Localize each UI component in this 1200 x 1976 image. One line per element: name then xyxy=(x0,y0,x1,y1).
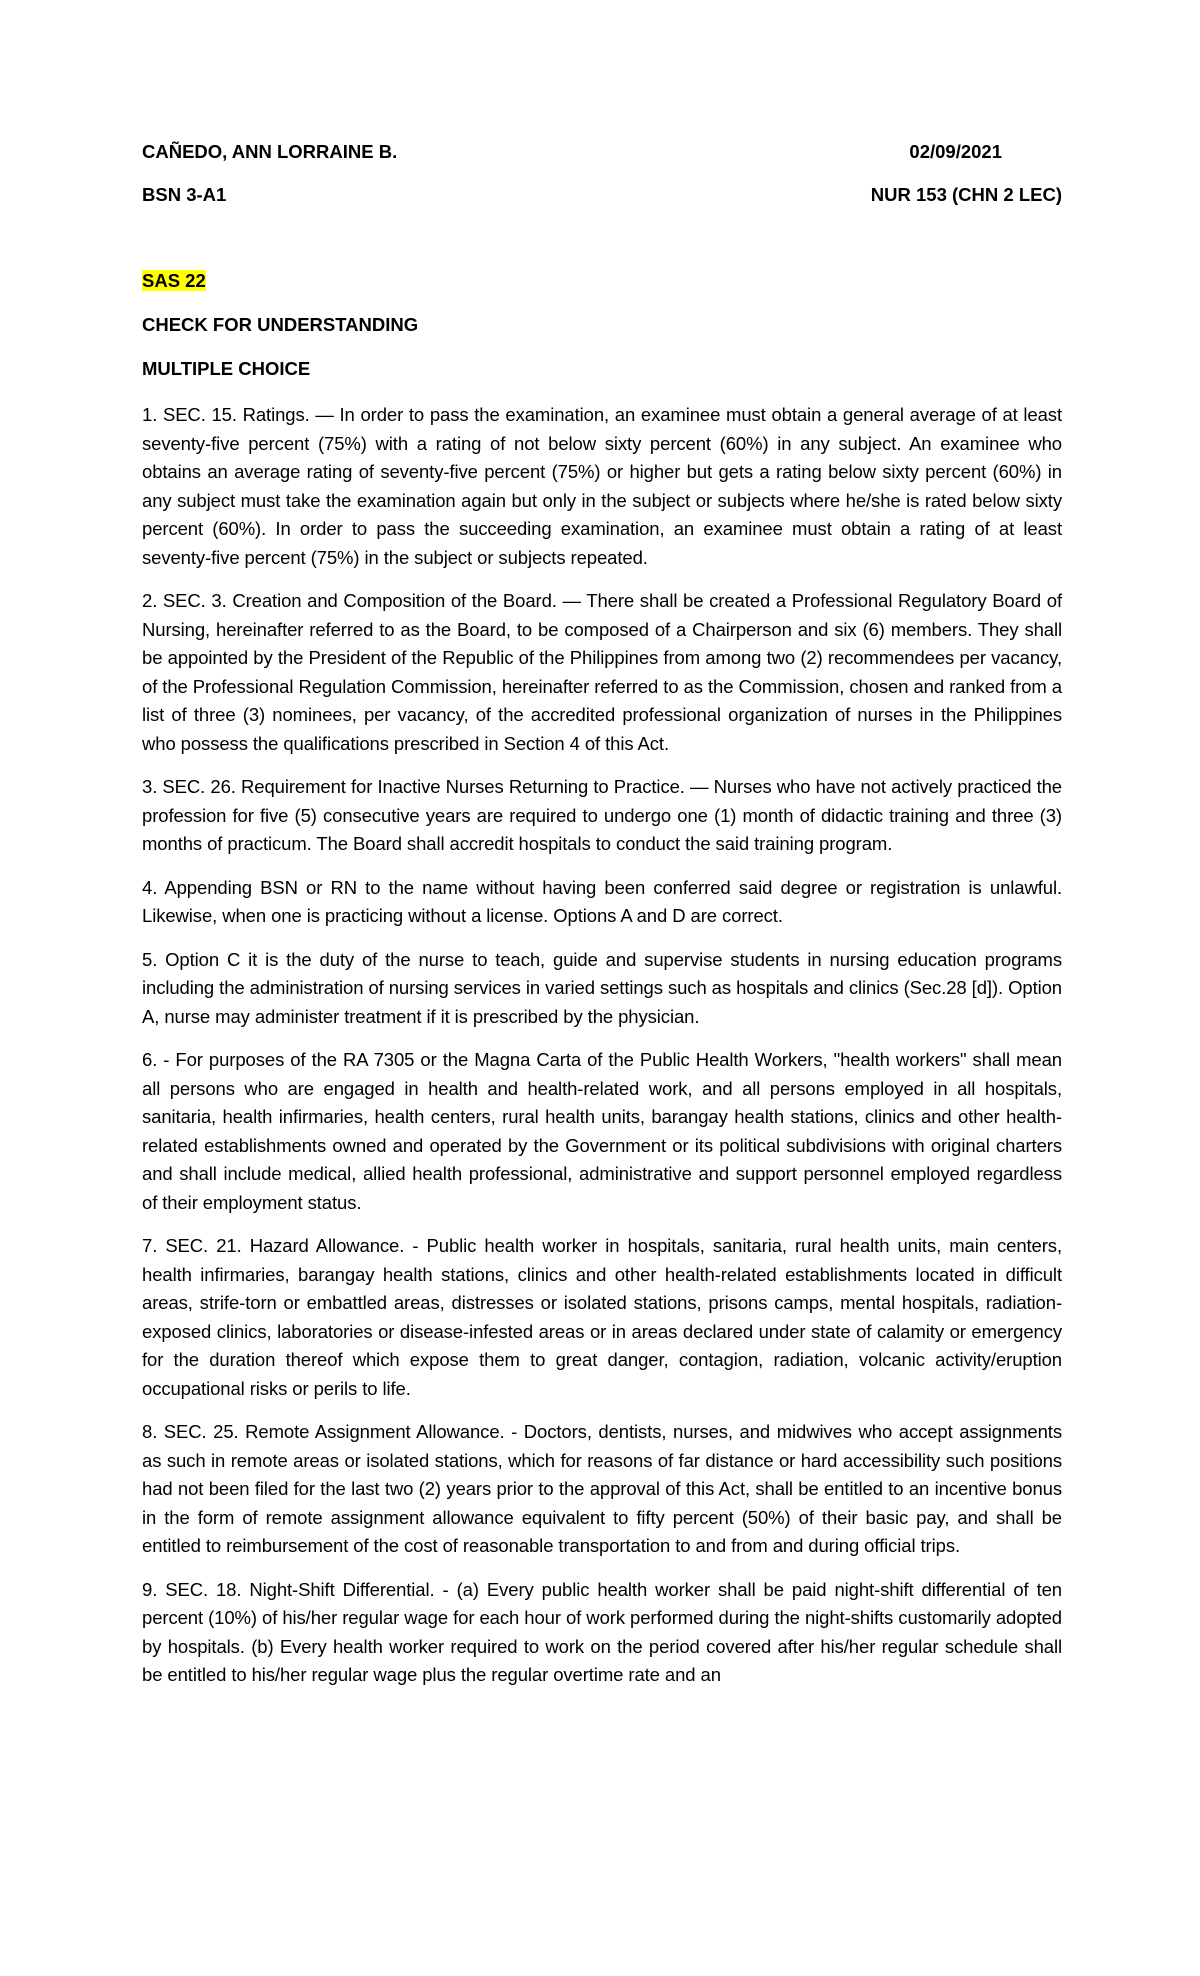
answer-item-9: 9. SEC. 18. Night-Shift Differential. - (a) Every public health worker shall be paid night-shift differential of ten percent (10%) of his/her regular wage for each hour of work performed during the night-shifts customarily adopted by hospitals. (b) Every health worker required to work on the period covered after his/her regular schedule shall be entitled to his/her regular wage plus the regular overtime rate and an xyxy=(142,1578,1062,1685)
sas-label xyxy=(142,269,1062,293)
course-code: NUR 153 (CHN 2 LEC) xyxy=(870,184,1062,205)
header-row-2 xyxy=(142,183,1062,207)
answer-item-8: 8. SEC. 25. Remote Assignment Allowance. - Doctors, dentists, nurses, and midwives who accept assignments as such in remote areas or isolated stations, which for reasons of far distance or hard accessibility such positions had not been filed for the last two (2) years prior to the approval of this Act, shall be entitled to an incentive bonus in the form of remote assignment allowance equivalent to fifty percent (50%) of their basic pay, and shall be entitled to reimbursement of the cost of reasonable transportation to and from and during official trips. xyxy=(142,1421,1062,1556)
answer-item-4: 4. Appending BSN or RN to the name without having been conferred said degree or registration is unlawful. Likewise, when one is practicing without a license. Options A and D are correct. xyxy=(142,876,1062,926)
answer-item-2: 2. SEC. 3. Creation and Composition of the Board. — There shall be created a Professional Regulatory Board of Nursing, hereinafter referred to as the Board, to be composed of a Chairperson and six (6) members. They shall be appointed by the President of the Republic of the Philippines from among two (2) recommendees per vacancy, of the Professional Regulation Commission, hereinafter referred to as the Commission, chosen and ranked from a list of three (3) nominees, per vacancy, of the accredited professional organization of nurses in the Philippines who possess the qualifications prescribed in Section 4 of this Act. xyxy=(142,590,1062,754)
heading-multiple-choice: MULTIPLE CHOICE xyxy=(142,358,311,379)
student-name: CAÑEDO, ANN LORRAINE B. xyxy=(142,141,398,162)
document-page xyxy=(142,140,1062,1705)
document-date: 02/09/2021 xyxy=(909,141,1002,162)
sas-highlight: SAS 22 xyxy=(142,270,206,291)
answer-item-1: 1. SEC. 15. Ratings. — In order to pass the examination, an examinee must obtain a general average of at least seventy-five percent (75%) with a rating of not below sixty percent (60%) in any subject. An examinee who obtains an average rating of seventy-five percent (75%) or higher but gets a rating below sixty percent (60%) in any subject must take the examination again but only in the subject or subjects where he/she is rated below sixty percent (60%). In order to pass the succeeding examination, an examinee must obtain a rating of at least seventy-five percent (75%) in the subject or subjects repeated. xyxy=(142,404,1062,568)
answer-item-6: 6. - For purposes of the RA 7305 or the Magna Carta of the Public Health Workers, "health workers" shall mean all persons who are engaged in health and health-related work, and all persons employed in all hospitals, sanitaria, health infirmaries, health centers, rural health units, barangay health stations, clinics and other health-related establishments owned and operated by the Government or its political subdivisions with original charters and shall include medical, allied health professional, administrative and support personnel employed regardless of their employment status. xyxy=(142,1049,1062,1213)
student-section: BSN 3-A1 xyxy=(142,184,227,205)
header-spacer xyxy=(142,207,1062,269)
answer-item-7: 7. SEC. 21. Hazard Allowance. - Public health worker in hospitals, sanitaria, rural health units, main centers, health infirmaries, barangay health stations, clinics and other health-related establishments located in difficult areas, strife-torn or embattled areas, distresses or isolated stations, prisons camps, mental hospitals, radiation-exposed clinics, laboratories or disease-infested areas or in areas declared under state of calamity or emergency for the duration thereof which expose them to great danger, contagion, radiation, volcanic activity/eruption occupational risks or perils to life. xyxy=(142,1235,1062,1399)
heading-check-for-understanding: CHECK FOR UNDERSTANDING xyxy=(142,314,419,335)
answer-item-5: 5. Option C it is the duty of the nurse to teach, guide and supervise students in nursing education programs including the administration of nursing services in varied settings such as hospitals and clinics (Sec.28 [d]). Option A, nurse may administer treatment if it is prescribed by the physician. xyxy=(142,948,1062,1027)
header-row-1 xyxy=(142,140,1062,164)
answer-item-3: 3. SEC. 26. Requirement for Inactive Nurses Returning to Practice. — Nurses who have not actively practiced the profession for five (5) consecutive years are required to undergo one (1) month of didactic training and three (3) months of practicum. The Board shall accredit hospitals to conduct the said training program. xyxy=(142,776,1062,854)
